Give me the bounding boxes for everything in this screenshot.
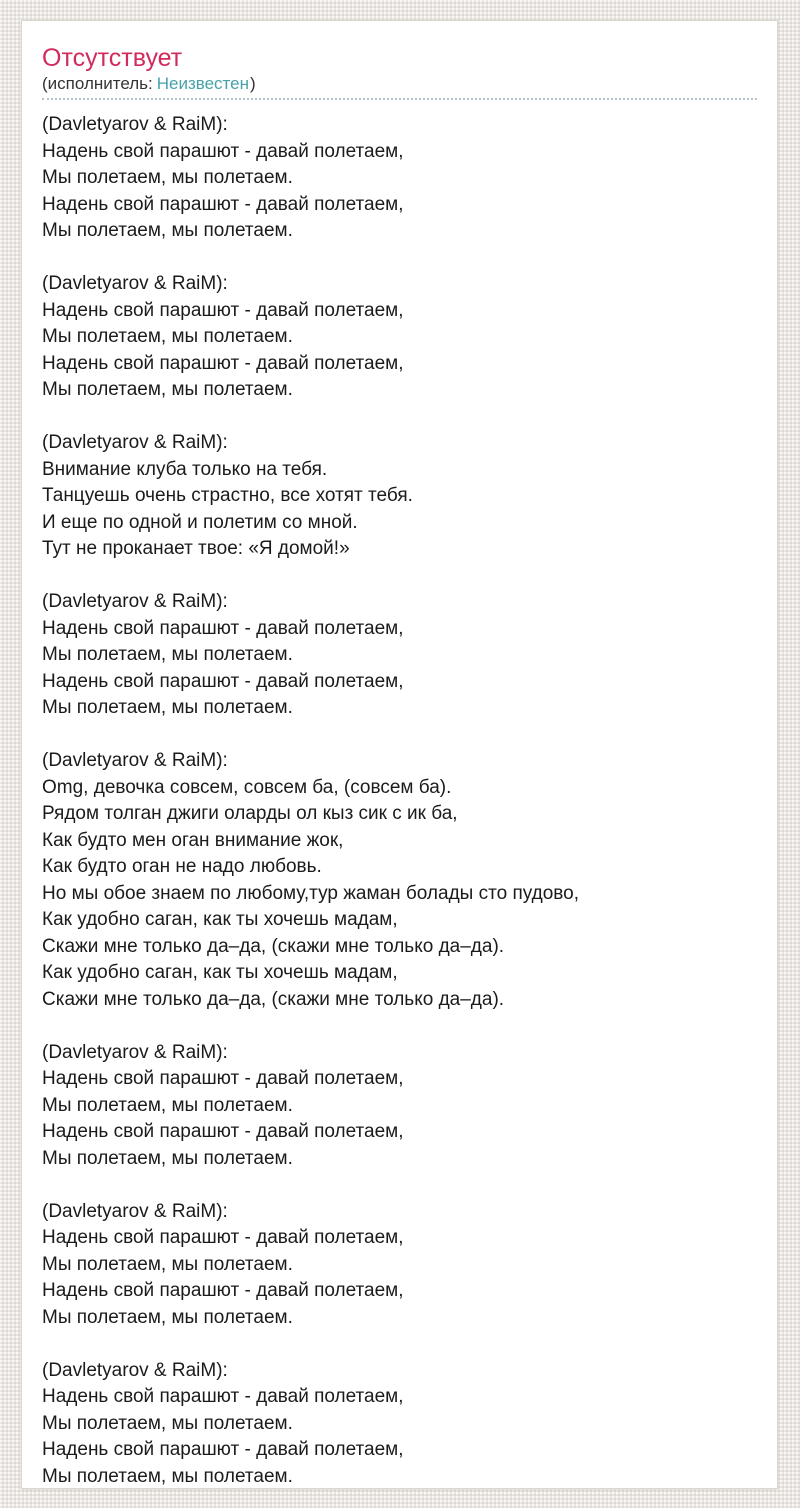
verse bbox=[42, 112, 757, 245]
verse bbox=[42, 1199, 757, 1332]
lyrics-line: Мы полетаем, мы полетаем. bbox=[42, 379, 293, 400]
lyrics-line: Надень свой парашют - давай полетаем, bbox=[42, 1439, 404, 1460]
lyrics-line: (Davletyarov & RaiM): bbox=[42, 1041, 228, 1063]
verse bbox=[42, 430, 757, 563]
lyrics-line: Как будто оган не надо любовь. bbox=[42, 856, 322, 877]
lyrics-line: Мы полетаем, мы полетаем. bbox=[42, 167, 293, 188]
lyrics-line: Мы полетаем, мы полетаем. bbox=[42, 644, 293, 665]
lyrics-line: (Davletyarov & RaiM): bbox=[42, 750, 228, 771]
verse bbox=[42, 1358, 757, 1491]
lyrics-line: Мы полетаем, мы полетаем. bbox=[42, 1147, 293, 1169]
lyrics-line: Скажи мне только да–да, (скажи мне только да–да). bbox=[42, 988, 505, 1010]
lyrics-line: Как будто мен оган внимание жок, bbox=[42, 829, 344, 851]
lyrics-line: Мы полетаем, мы полетаем. bbox=[42, 1412, 293, 1434]
verse bbox=[42, 748, 757, 1013]
artist-line bbox=[42, 74, 757, 96]
lyrics-line: Внимание клуба только на тебя. bbox=[42, 458, 328, 480]
lyrics-line: Мы полетаем, мы полетаем. bbox=[42, 220, 293, 241]
lyrics-line: Скажи мне только да–да, (скажи мне только да–да). bbox=[42, 935, 505, 957]
lyrics-line: Тут не проканает твое: «Я домой!» bbox=[42, 538, 350, 559]
lyrics-line: (Davletyarov & RaiM): bbox=[42, 1200, 228, 1222]
lyrics-line: Надень свой парашют - давай полетаем, bbox=[42, 1386, 404, 1407]
lyrics-line: (Davletyarov & RaiM): bbox=[42, 1359, 228, 1381]
verse bbox=[42, 271, 757, 404]
song-header bbox=[42, 45, 757, 100]
song-title: Отсутствует bbox=[42, 44, 183, 72]
lyrics-line: Мы полетаем, мы полетаем. bbox=[42, 697, 293, 718]
lyrics-line: Надень свой парашют - давай полетаем, bbox=[42, 1068, 404, 1089]
lyrics-line: Как удобно саган, как ты хочешь мадам, bbox=[42, 962, 398, 983]
lyrics-line: Мы полетаем, мы полетаем. bbox=[42, 1306, 293, 1328]
lyrics-line: И еще по одной и полетим со мной. bbox=[42, 511, 358, 533]
artist-link[interactable]: Неизвестен bbox=[156, 74, 249, 93]
verse bbox=[42, 589, 757, 722]
lyrics-line: Мы полетаем, мы полетаем. bbox=[42, 1465, 293, 1487]
lyrics-line: (Davletyarov & RaiM): bbox=[42, 114, 228, 135]
lyrics-line: Надень свой парашют - давай полетаем, bbox=[42, 193, 404, 215]
lyrics-line: Рядом толган джиги оларды ол кыз сик с ик ба, bbox=[42, 803, 458, 824]
lyrics-line: Надень свой парашют - давай полетаем, bbox=[42, 1227, 404, 1248]
artist-label: (исполнитель: bbox=[42, 74, 153, 93]
lyrics-line: (Davletyarov & RaiM): bbox=[42, 273, 228, 294]
lyrics-line: Omg, девочка совсем, совсем ба, (совсем ба). bbox=[42, 776, 452, 798]
lyrics-line: Надень свой парашют - давай полетаем, bbox=[42, 1121, 404, 1142]
lyrics-line: (Davletyarov & RaiM): bbox=[42, 432, 228, 453]
lyrics-line: Надень свой парашют - давай полетаем, bbox=[42, 670, 404, 692]
lyrics-text bbox=[42, 112, 757, 1490]
artist-label-close: ) bbox=[250, 74, 256, 93]
verse bbox=[42, 1040, 757, 1173]
lyrics-line: Надень свой парашют - давай полетаем, bbox=[42, 617, 404, 639]
lyrics-line: Надень свой парашют - давай полетаем, bbox=[42, 140, 404, 162]
lyrics-card bbox=[21, 20, 778, 1489]
lyrics-line: Надень свой парашют - давай полетаем, bbox=[42, 1280, 404, 1301]
lyrics-line: Как удобно саган, как ты хочешь мадам, bbox=[42, 909, 398, 930]
lyrics-line: Мы полетаем, мы полетаем. bbox=[42, 1094, 293, 1116]
lyrics-line: Надень свой парашют - давай полетаем, bbox=[42, 352, 404, 374]
lyrics-line: Надень свой парашют - давай полетаем, bbox=[42, 299, 404, 321]
lyrics-line: Но мы обое знаем по любому,тур жаман болады сто пудово, bbox=[42, 882, 579, 904]
lyrics-line: (Davletyarov & RaiM): bbox=[42, 591, 228, 612]
lyrics-line: Мы полетаем, мы полетаем. bbox=[42, 1253, 293, 1275]
lyrics-line: Танцуешь очень страстно, все хотят тебя. bbox=[42, 485, 413, 506]
lyrics-line: Мы полетаем, мы полетаем. bbox=[42, 326, 293, 347]
